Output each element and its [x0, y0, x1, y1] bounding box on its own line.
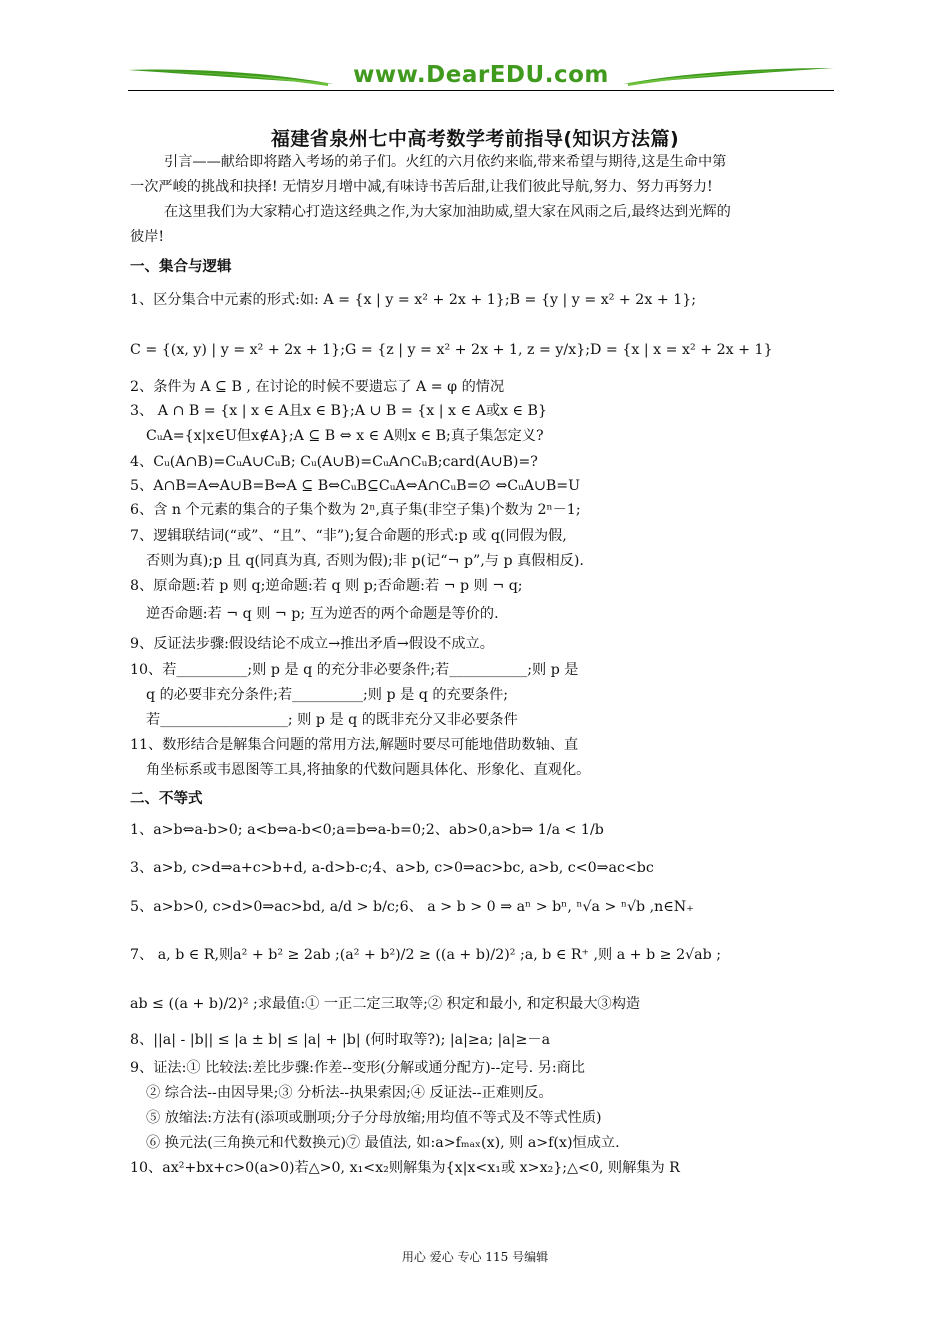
- item-line: 5、A∩B=A⇔A∪B=B⇔A ⊆ B⇔CᵤB⊆CᵤA⇔A∩CᵤB=∅ ⇔CᵤA∪B=U: [130, 478, 581, 494]
- item-line: 3、 A ∩ B = {x | x ∈ A且x ∈ B};A ∪ B = {x | x ∈ A或x ∈ B}: [130, 403, 547, 419]
- item-line: 否则为真);p 且 q(同真为真, 否则为假);非 p(记“¬ p”,与 p 真假相反).: [146, 553, 584, 569]
- item-line: 3、a>b, c>d⇒a+c>b+d, a-d>b-c;4、a>b, c>0⇒ac>bc, a>b, c<0⇒ac<bc: [130, 860, 654, 876]
- item-line: 6、含 n 个元素的集合的子集个数为 2ⁿ,真子集(非空子集)个数为 2ⁿ－1;: [130, 502, 581, 518]
- item-line: 7、 a, b ∈ R,则a² + b² ≥ 2ab ;(a² + b²)/2 ≥ ((a + b)/2)² ;a, b ∈ R⁺ ,则 a + b ≥ 2√ab ;: [130, 947, 721, 963]
- item-line: 2、条件为 A ⊆ B , 在讨论的时候不要遗忘了 A = φ 的情况: [130, 379, 505, 395]
- item-line: 4、Cᵤ(A∩B)=CᵤA∪CᵤB; Cᵤ(A∪B)=CᵤA∩CᵤB;card(A∪B)=?: [130, 454, 538, 470]
- item-line: 角坐标系或韦恩图等工具,将抽象的代数问题具体化、形象化、直观化。: [146, 762, 591, 778]
- item-line: 10、若__________;则 p 是 q 的充分非必要条件;若___________;则 p 是: [130, 662, 579, 678]
- section-heading: 一、集合与逻辑: [130, 259, 232, 275]
- header-rule: [128, 90, 834, 91]
- site-name: www.DearEDU.com: [353, 62, 609, 88]
- item-line: 7、逻辑联结词(“或”、“且”、“非”);复合命题的形式:p 或 q(同假为假,: [130, 528, 567, 544]
- site-banner: [128, 62, 834, 94]
- item-line: 5、a>b>0, c>d>0⇒ac>bd, a/d > b/c;6、 a > b > 0 ⇒ aⁿ > bⁿ, ⁿ√a > ⁿ√b ,n∈N₊: [130, 899, 694, 915]
- item-line: C = {(x, y) | y = x² + 2x + 1};G = {z | y = x² + 2x + 1, z = y/x};D = {x | x = x² + 2x + 1}: [130, 342, 773, 358]
- section-heading: 二、不等式: [130, 791, 203, 807]
- intro-line: 彼岸!: [130, 229, 165, 245]
- item-line: q 的必要非充分条件;若__________;则 p 是 q 的充要条件;: [146, 687, 509, 703]
- intro-line: 引言——献给即将踏入考场的弟子们。火红的六月依约来临,带来希望与期待,这是生命中第: [164, 154, 727, 170]
- item-line: 10、ax²+bx+c>0(a>0)若△>0, x₁<x₂则解集为{x|x<x₁或 x>x₂};△<0, 则解集为 R: [130, 1160, 680, 1176]
- item-line: 9、证法:① 比较法:差比步骤:作差--变形(分解或通分配方)--定号. 另:商比: [130, 1060, 585, 1076]
- document-title: 福建省泉州七中高考数学考前指导(知识方法篇): [270, 128, 680, 150]
- page-footer: 用心 爱心 专心 115 号编辑: [401, 1250, 549, 1264]
- item-line: 9、反证法步骤:假设结论不成立→推出矛盾→假设不成立。: [130, 636, 494, 652]
- item-line: 若__________________; 则 p 是 q 的既非充分又非必要条件: [146, 712, 518, 728]
- item-line: 逆否命题:若 ¬ q 则 ¬ p; 互为逆否的两个命题是等价的.: [146, 606, 499, 622]
- item-line: 1、区分集合中元素的形式:如: A = {x | y = x² + 2x + 1};B = {y | y = x² + 2x + 1};: [130, 292, 697, 308]
- item-line: ⑤ 放缩法:方法有(添项或删项;分子分母放缩;用均值不等式及不等式性质): [146, 1110, 602, 1126]
- intro-line: 一次严峻的挑战和抉择! 无情岁月增中减,有味诗书苦后甜,让我们彼此导航,努力、努力再努力!: [130, 179, 713, 195]
- item-line: CᵤA={x|x∈U但x∉A};A ⊆ B ⇔ x ∈ A则x ∈ B;真子集怎定义?: [146, 428, 544, 444]
- item-line: 8、原命题:若 p 则 q;逆命题:若 q 则 p;否命题:若 ¬ p 则 ¬ q;: [130, 578, 523, 594]
- item-line: ② 综合法--由因导果;③ 分析法--执果索因;④ 反证法--正难则反。: [146, 1085, 553, 1101]
- item-line: ⑥ 换元法(三角换元和代数换元)⑦ 最值法, 如:a>fₘₐₓ(x), 则 a>f(x)恒成立.: [146, 1135, 620, 1151]
- item-line: ab ≤ ((a + b)/2)² ;求最值:① 一正二定三取等;② 积定和最小, 和定积最大③构造: [130, 996, 641, 1012]
- intro-line: 在这里我们为大家精心打造这经典之作,为大家加油助威,望大家在风雨之后,最终达到光辉的: [164, 204, 731, 220]
- item-line: 11、数形结合是解集合问题的常用方法,解题时要尽可能地借助数轴、直: [130, 737, 579, 753]
- item-line: 8、||a| - |b|| ≤ |a ± b| ≤ |a| + |b| (何时取等?); |a|≥a; |a|≥－a: [130, 1032, 551, 1048]
- item-line: 1、a>b⇔a-b>0; a<b⇔a-b<0;a=b⇔a-b=0;2、ab>0,a>b⇒ 1/a < 1/b: [130, 822, 604, 838]
